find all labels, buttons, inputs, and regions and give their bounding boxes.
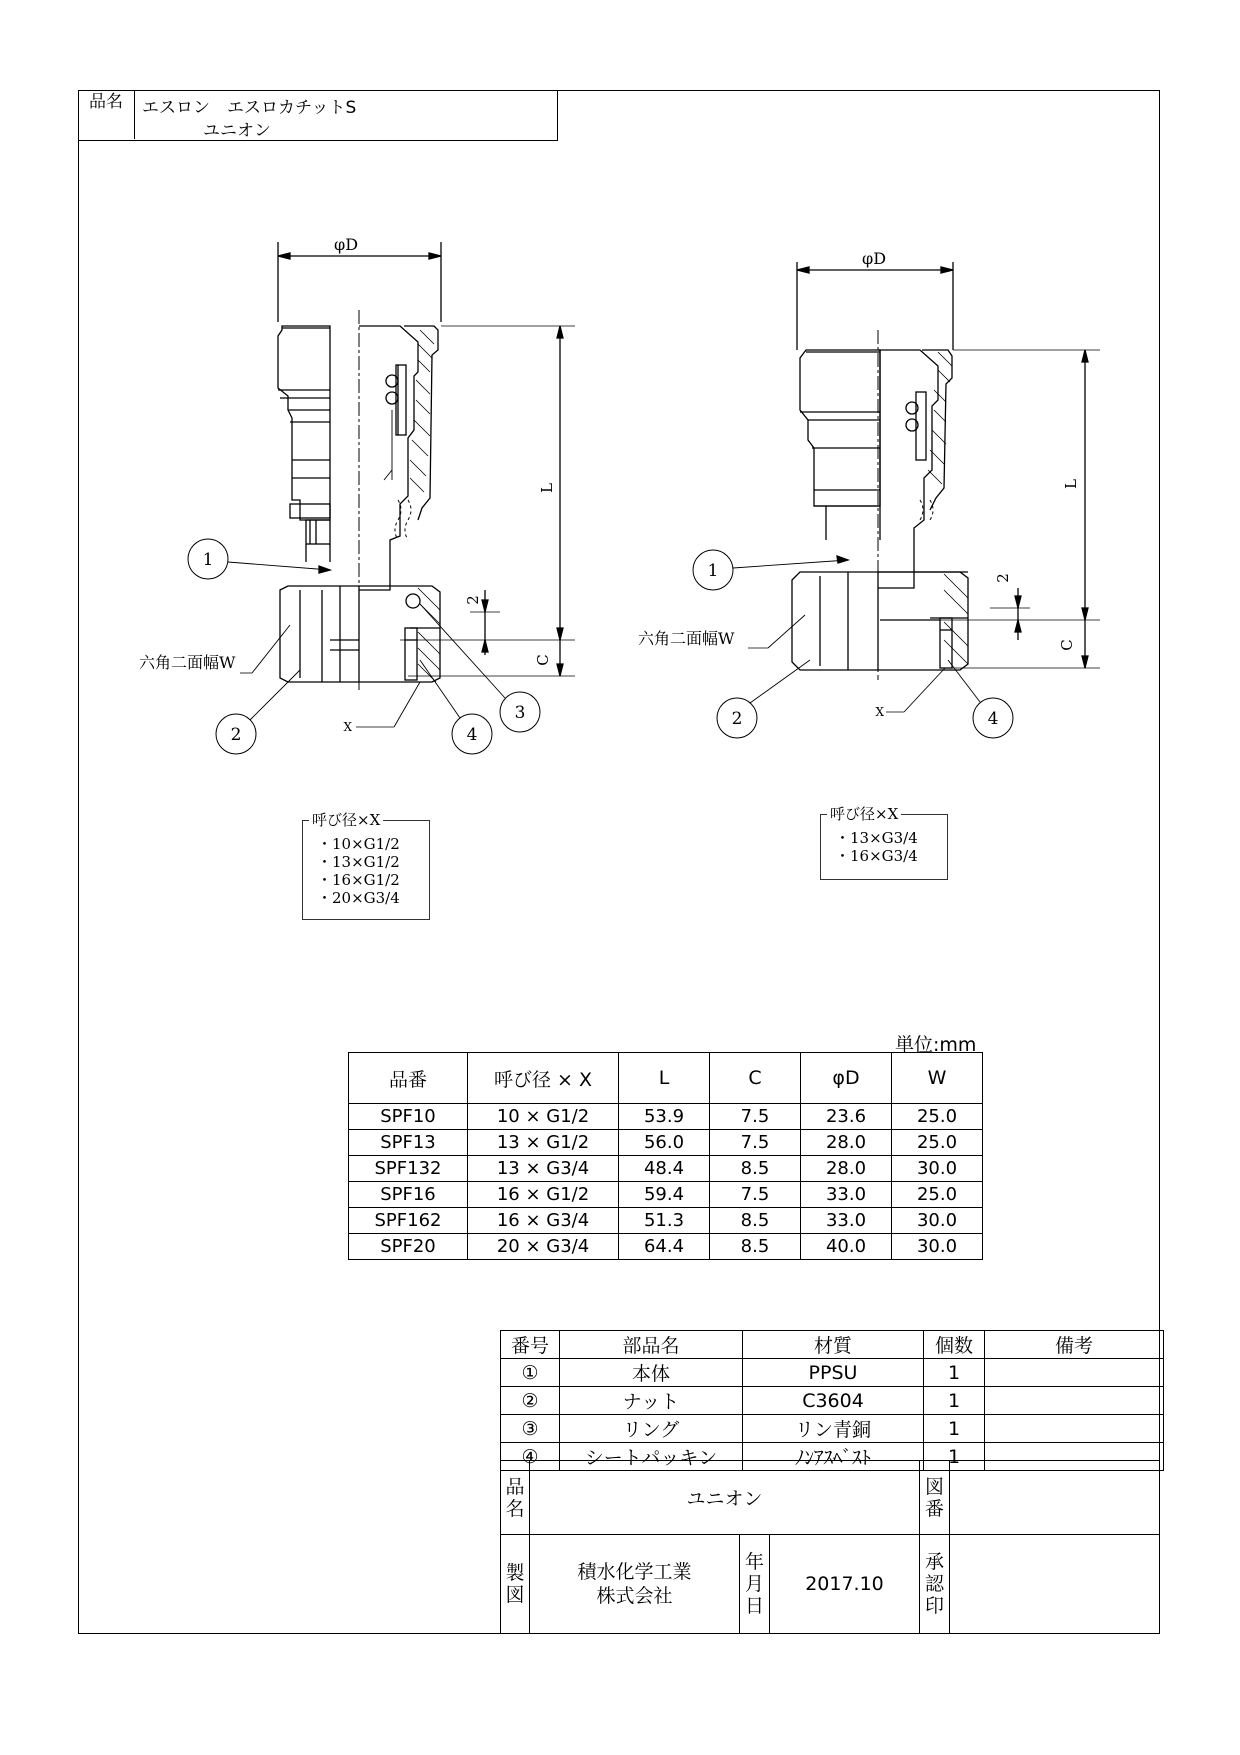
maker-label-text: 製図 bbox=[505, 1562, 525, 1606]
left-callout-2: 2 bbox=[230, 725, 242, 745]
cell: 10 × G1/2 bbox=[468, 1104, 619, 1130]
header-line2: ユニオン bbox=[203, 121, 271, 141]
right-callout-1: 1 bbox=[707, 561, 719, 581]
table-row bbox=[349, 1234, 983, 1260]
left-phiD-label: φD bbox=[333, 235, 359, 254]
cell: 30.0 bbox=[892, 1234, 983, 1260]
cell: ① bbox=[501, 1359, 560, 1387]
table-row bbox=[349, 1156, 983, 1182]
approval-value bbox=[949, 1534, 1160, 1634]
cell: 7.5 bbox=[710, 1104, 801, 1130]
cell: 16 × G3/4 bbox=[468, 1208, 619, 1234]
cell: 16 × G1/2 bbox=[468, 1182, 619, 1208]
cell: SPF20 bbox=[349, 1234, 468, 1260]
cell: SPF132 bbox=[349, 1156, 468, 1182]
title-name-value: ユニオン bbox=[529, 1460, 920, 1535]
left-C-label: C bbox=[534, 654, 552, 666]
cell: リン青銅 bbox=[743, 1415, 924, 1443]
header-line1: エスロン エスロカチットS bbox=[142, 98, 357, 118]
title-name-label bbox=[500, 1460, 530, 1535]
legend-right-list bbox=[835, 829, 918, 865]
right-2-label: 2 bbox=[994, 573, 1012, 583]
cell: 48.4 bbox=[619, 1156, 710, 1182]
legend-left-list bbox=[317, 835, 400, 907]
cell: 59.4 bbox=[619, 1182, 710, 1208]
cell: 28.0 bbox=[801, 1156, 892, 1182]
legend-left-item: ・10×G1/2 bbox=[317, 835, 400, 853]
header-cell: 個数 bbox=[924, 1331, 985, 1359]
table-row bbox=[349, 1182, 983, 1208]
legend-right-item: ・13×G3/4 bbox=[835, 829, 918, 847]
cell: SPF162 bbox=[349, 1208, 468, 1234]
header-cell: C bbox=[710, 1053, 801, 1104]
cell: 13 × G3/4 bbox=[468, 1156, 619, 1182]
header-cell: 部品名 bbox=[560, 1331, 743, 1359]
cell: 40.0 bbox=[801, 1234, 892, 1260]
header-cell: L bbox=[619, 1053, 710, 1104]
header-cell: 呼び径 × X bbox=[468, 1053, 619, 1104]
left-callout-4: 4 bbox=[466, 725, 478, 745]
legend-left-title: 呼び径×X bbox=[309, 811, 383, 829]
date-label-text: 年月日 bbox=[744, 1551, 764, 1617]
header-cell: 備考 bbox=[985, 1331, 1164, 1359]
legend-right bbox=[820, 805, 948, 880]
cell: 7.5 bbox=[710, 1130, 801, 1156]
cell: 25.0 bbox=[892, 1182, 983, 1208]
cell: SPF10 bbox=[349, 1104, 468, 1130]
cell: ③ bbox=[501, 1415, 560, 1443]
left-2-label: 2 bbox=[464, 595, 482, 605]
cell: 23.6 bbox=[801, 1104, 892, 1130]
title-name-label-text: 品名 bbox=[505, 1475, 525, 1520]
header-cell: φD bbox=[801, 1053, 892, 1104]
table-row bbox=[349, 1130, 983, 1156]
right-callout-4: 4 bbox=[987, 709, 999, 729]
cell: ﾉﾝｱｽﾍﾞｽﾄ bbox=[743, 1443, 924, 1471]
cell bbox=[985, 1415, 1164, 1443]
legend-left bbox=[302, 811, 430, 920]
cell: 64.4 bbox=[619, 1234, 710, 1260]
unit-label: 単位:mm bbox=[895, 1034, 977, 1056]
approval-label-text: 承認印 bbox=[924, 1551, 944, 1617]
cell: 25.0 bbox=[892, 1104, 983, 1130]
cell: PPSU bbox=[743, 1359, 924, 1387]
cell: 1 bbox=[924, 1387, 985, 1415]
right-L-label: L bbox=[1062, 479, 1080, 489]
maker-line2: 株式会社 bbox=[596, 1585, 673, 1607]
legend-right-title: 呼び径×X bbox=[827, 805, 901, 823]
legend-left-item: ・16×G1/2 bbox=[317, 871, 400, 889]
cell: 1 bbox=[924, 1443, 985, 1471]
legend-left-item: ・20×G3/4 bbox=[317, 889, 400, 907]
right-hex-label: 六角二面幅W bbox=[638, 629, 735, 648]
right-C-label: C bbox=[1058, 639, 1076, 651]
dimension-table bbox=[348, 1052, 983, 1260]
cell: リング bbox=[560, 1415, 743, 1443]
header-cell: 品番 bbox=[349, 1053, 468, 1104]
cell: 8.5 bbox=[710, 1156, 801, 1182]
left-L-label: L bbox=[538, 483, 556, 493]
cell: ④ bbox=[501, 1443, 560, 1471]
cell: 33.0 bbox=[801, 1182, 892, 1208]
header-label: 品名 bbox=[78, 90, 135, 139]
dimension-table-header bbox=[349, 1053, 983, 1104]
cell bbox=[985, 1359, 1164, 1387]
legend-left-item: ・13×G1/2 bbox=[317, 853, 400, 871]
maker-label bbox=[500, 1534, 530, 1634]
right-x-label: X bbox=[875, 705, 884, 719]
cell: 本体 bbox=[560, 1359, 743, 1387]
table-row bbox=[349, 1104, 983, 1130]
header-cell: 材質 bbox=[743, 1331, 924, 1359]
header-cell: 番号 bbox=[501, 1331, 560, 1359]
drawing-left bbox=[0, 0, 600, 780]
table-row bbox=[501, 1415, 1164, 1443]
cell: 1 bbox=[924, 1415, 985, 1443]
cell: 56.0 bbox=[619, 1130, 710, 1156]
drawing-no-label bbox=[919, 1460, 950, 1535]
header-cell: W bbox=[892, 1053, 983, 1104]
cell: 25.0 bbox=[892, 1130, 983, 1156]
date-label bbox=[739, 1534, 770, 1634]
parts-table bbox=[500, 1330, 1164, 1471]
cell: C3604 bbox=[743, 1387, 924, 1415]
left-x-label: X bbox=[343, 720, 352, 734]
cell: 13 × G1/2 bbox=[468, 1130, 619, 1156]
table-row bbox=[501, 1359, 1164, 1387]
right-phiD-label: φD bbox=[861, 249, 887, 268]
parts-table-header bbox=[501, 1331, 1164, 1359]
left-callout-3: 3 bbox=[514, 703, 526, 723]
cell: SPF13 bbox=[349, 1130, 468, 1156]
cell: 28.0 bbox=[801, 1130, 892, 1156]
cell: 33.0 bbox=[801, 1208, 892, 1234]
cell bbox=[985, 1387, 1164, 1415]
left-hex-label: 六角二面幅W bbox=[139, 653, 236, 672]
approval-label bbox=[919, 1534, 950, 1634]
cell: 30.0 bbox=[892, 1208, 983, 1234]
left-callout-1: 1 bbox=[202, 550, 214, 570]
cell: 8.5 bbox=[710, 1234, 801, 1260]
drawing-no-value bbox=[949, 1460, 1160, 1535]
table-row bbox=[501, 1387, 1164, 1415]
date-value: 2017.10 bbox=[769, 1534, 920, 1634]
cell: 8.5 bbox=[710, 1208, 801, 1234]
cell: シートパッキン bbox=[560, 1443, 743, 1471]
cell: ② bbox=[501, 1387, 560, 1415]
cell: SPF16 bbox=[349, 1182, 468, 1208]
maker-value bbox=[529, 1534, 740, 1634]
table-row bbox=[349, 1208, 983, 1234]
drawing-right bbox=[600, 0, 1160, 780]
legend-right-item: ・16×G3/4 bbox=[835, 847, 918, 865]
cell: 53.9 bbox=[619, 1104, 710, 1130]
cell: 30.0 bbox=[892, 1156, 983, 1182]
cell: 51.3 bbox=[619, 1208, 710, 1234]
cell: 20 × G3/4 bbox=[468, 1234, 619, 1260]
cell: ナット bbox=[560, 1387, 743, 1415]
drawing-no-label-text: 図番 bbox=[924, 1475, 944, 1520]
maker-line1: 積水化学工業 bbox=[577, 1561, 692, 1583]
cell: 1 bbox=[924, 1359, 985, 1387]
right-callout-2: 2 bbox=[731, 709, 743, 729]
cell: 7.5 bbox=[710, 1182, 801, 1208]
